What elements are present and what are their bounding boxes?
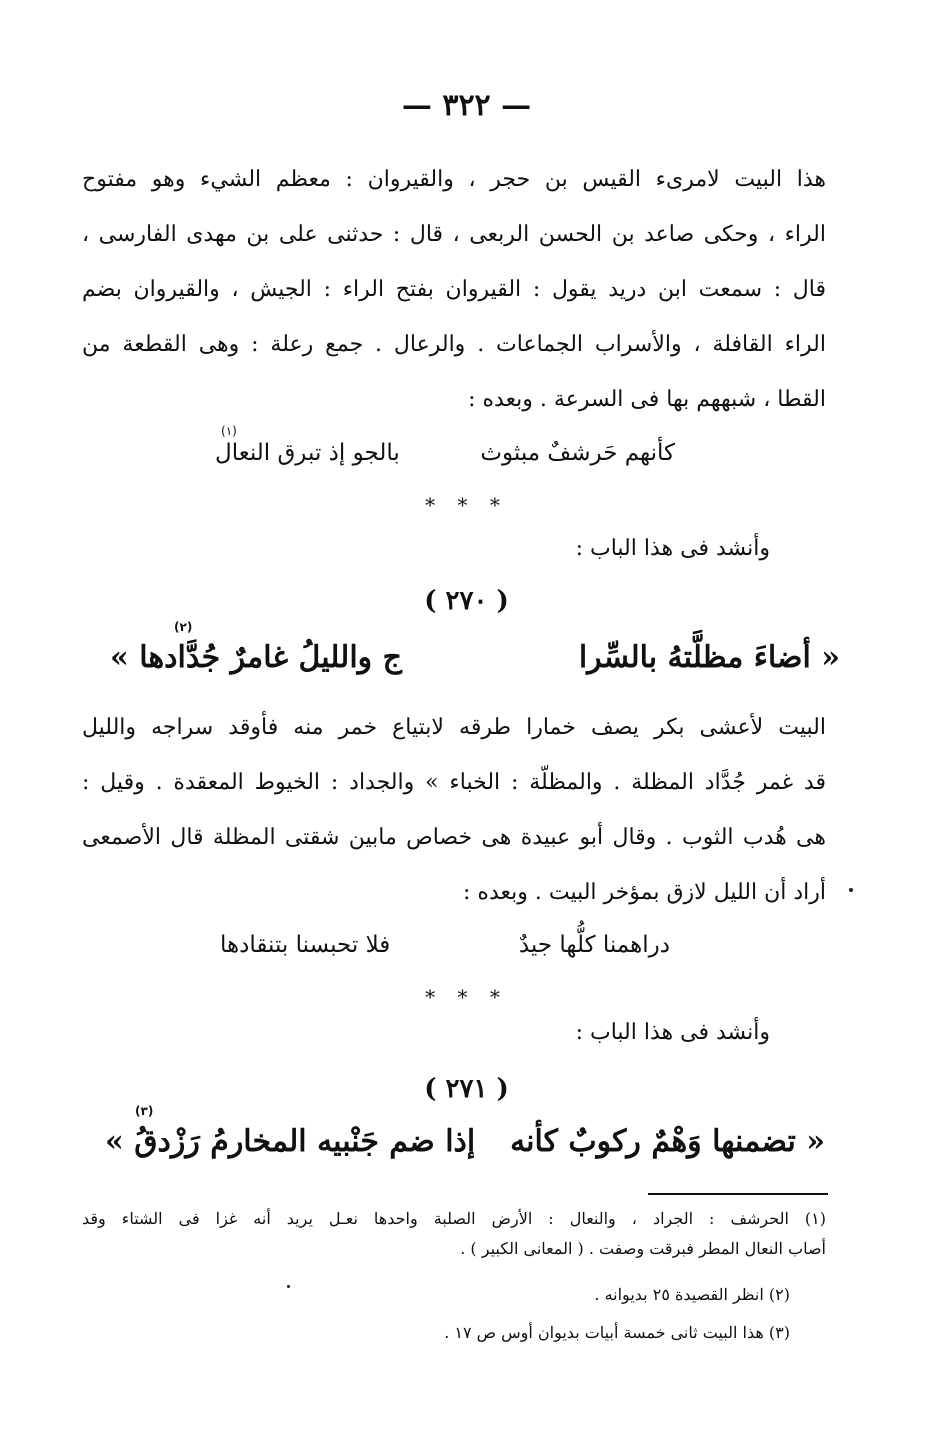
verse-2-second-hemistich: فلا تحبسنا بتنقادها bbox=[220, 932, 391, 958]
footnote-marker-3: (٣) bbox=[135, 1104, 154, 1118]
footnote-marker-1: (١) bbox=[221, 424, 237, 438]
footnote-marker-2: (٢) bbox=[174, 620, 193, 634]
verse-1-first-hemistich: كأنهم حَرشفٌ مبثوث bbox=[480, 440, 675, 466]
commentary-paragraph-2 bbox=[82, 700, 826, 920]
recitation-heading: وأنشد فى هذا الباب : bbox=[575, 536, 770, 561]
poem-271-first-hemistich: « تضمنها وَهْمٌ ركوبٌ كأنه bbox=[510, 1124, 825, 1159]
poem-271-second-text: إذا ضم جَنْبيه المخارمُ رَزْدقُ » bbox=[105, 1124, 476, 1159]
ink-speck bbox=[849, 888, 853, 892]
page-number: — ٣٢٢ — bbox=[401, 88, 532, 123]
verse-1-second-hemistich bbox=[215, 424, 400, 466]
footnote-2: (٢) انظر القصيدة ٢٥ بديوانه . bbox=[594, 1285, 790, 1304]
poem-271-second-hemistich bbox=[105, 1104, 476, 1159]
poem-270-second-text: ج والليلُ غامرٌ جُدَّادها » bbox=[110, 640, 402, 675]
text-line: القطا ، شبههم بها فى السرعة . وبعده : bbox=[468, 387, 826, 412]
text-line: قد غمر جُدَّاد المظلة . والمظلّة : الخباء » والجداد : الخيوط المعقدة . وقيل : bbox=[82, 770, 826, 795]
text-line: الراء القافلة ، والأسراب الجماعات . والرعال . جمع رعلة : وهى القطعة من bbox=[82, 332, 826, 357]
poem-270-verse bbox=[110, 620, 840, 675]
poem-270-first-hemistich: « أضاءَ مظلَّتهُ بالسِّرا bbox=[578, 640, 840, 675]
separator-stars: * * * bbox=[425, 493, 508, 517]
poem-271-verse bbox=[105, 1104, 825, 1159]
poem-270-second-hemistich bbox=[110, 620, 402, 675]
verse-2-first-hemistich: دراهمنا كلُّها جيدٌ bbox=[518, 932, 670, 958]
footnote-1-line-2: أصاب النعال المطر فبرقت وصفت . ( المعانى الكبير ) . bbox=[460, 1239, 826, 1258]
commentary-paragraph-1 bbox=[82, 152, 826, 427]
text-line: قال : سمعت ابن دريد يقول : القيروان بفتح الراء : الجيش ، والقيروان بضم bbox=[82, 277, 826, 302]
text-line: الراء ، وحكى صاعد بن الحسن الربعى ، قال : حدثنى على بن مهدى الفارسى ، bbox=[82, 222, 826, 247]
poem-number-271: ( ٢٧١ ) bbox=[424, 1074, 509, 1104]
recitation-heading: وأنشد فى هذا الباب : bbox=[575, 1020, 770, 1045]
verse-1-second-text: بالجو إذ تبرق النعال bbox=[215, 440, 400, 466]
text-line: البيت لأعشى بكر يصف خمارا طرقه لابتياع خمر منه فأوقد سراجه والليل bbox=[82, 715, 826, 740]
text-line: هى هُدب الثوب . وقال أبو عبيدة هى خصاص مابين شقتى المظلة قال الأصمعى bbox=[82, 825, 826, 850]
separator-stars: * * * bbox=[425, 985, 508, 1009]
poem-number-270: ( ٢٧٠ ) bbox=[424, 586, 509, 616]
footnote-1-line-1: (١) الحرشف : الجراد ، والنعال : الأرض الصلبة واحدها نعـل يريد أنه غزا فى الشتاء وقد bbox=[82, 1209, 826, 1228]
text-line: أراد أن الليل لازق بمؤخر البيت . وبعده : bbox=[463, 880, 826, 905]
footnote-divider bbox=[648, 1193, 828, 1195]
footnotes bbox=[82, 1204, 826, 1264]
footnote-3: (٣) هذا البيت ثانى خمسة أبيات بديوان أوس ص ١٧ . bbox=[444, 1323, 790, 1342]
text-line: هذا البيت لامرىء القيس بن حجر ، والقيروان : معظم الشيء وهو مفتوح bbox=[82, 167, 826, 192]
